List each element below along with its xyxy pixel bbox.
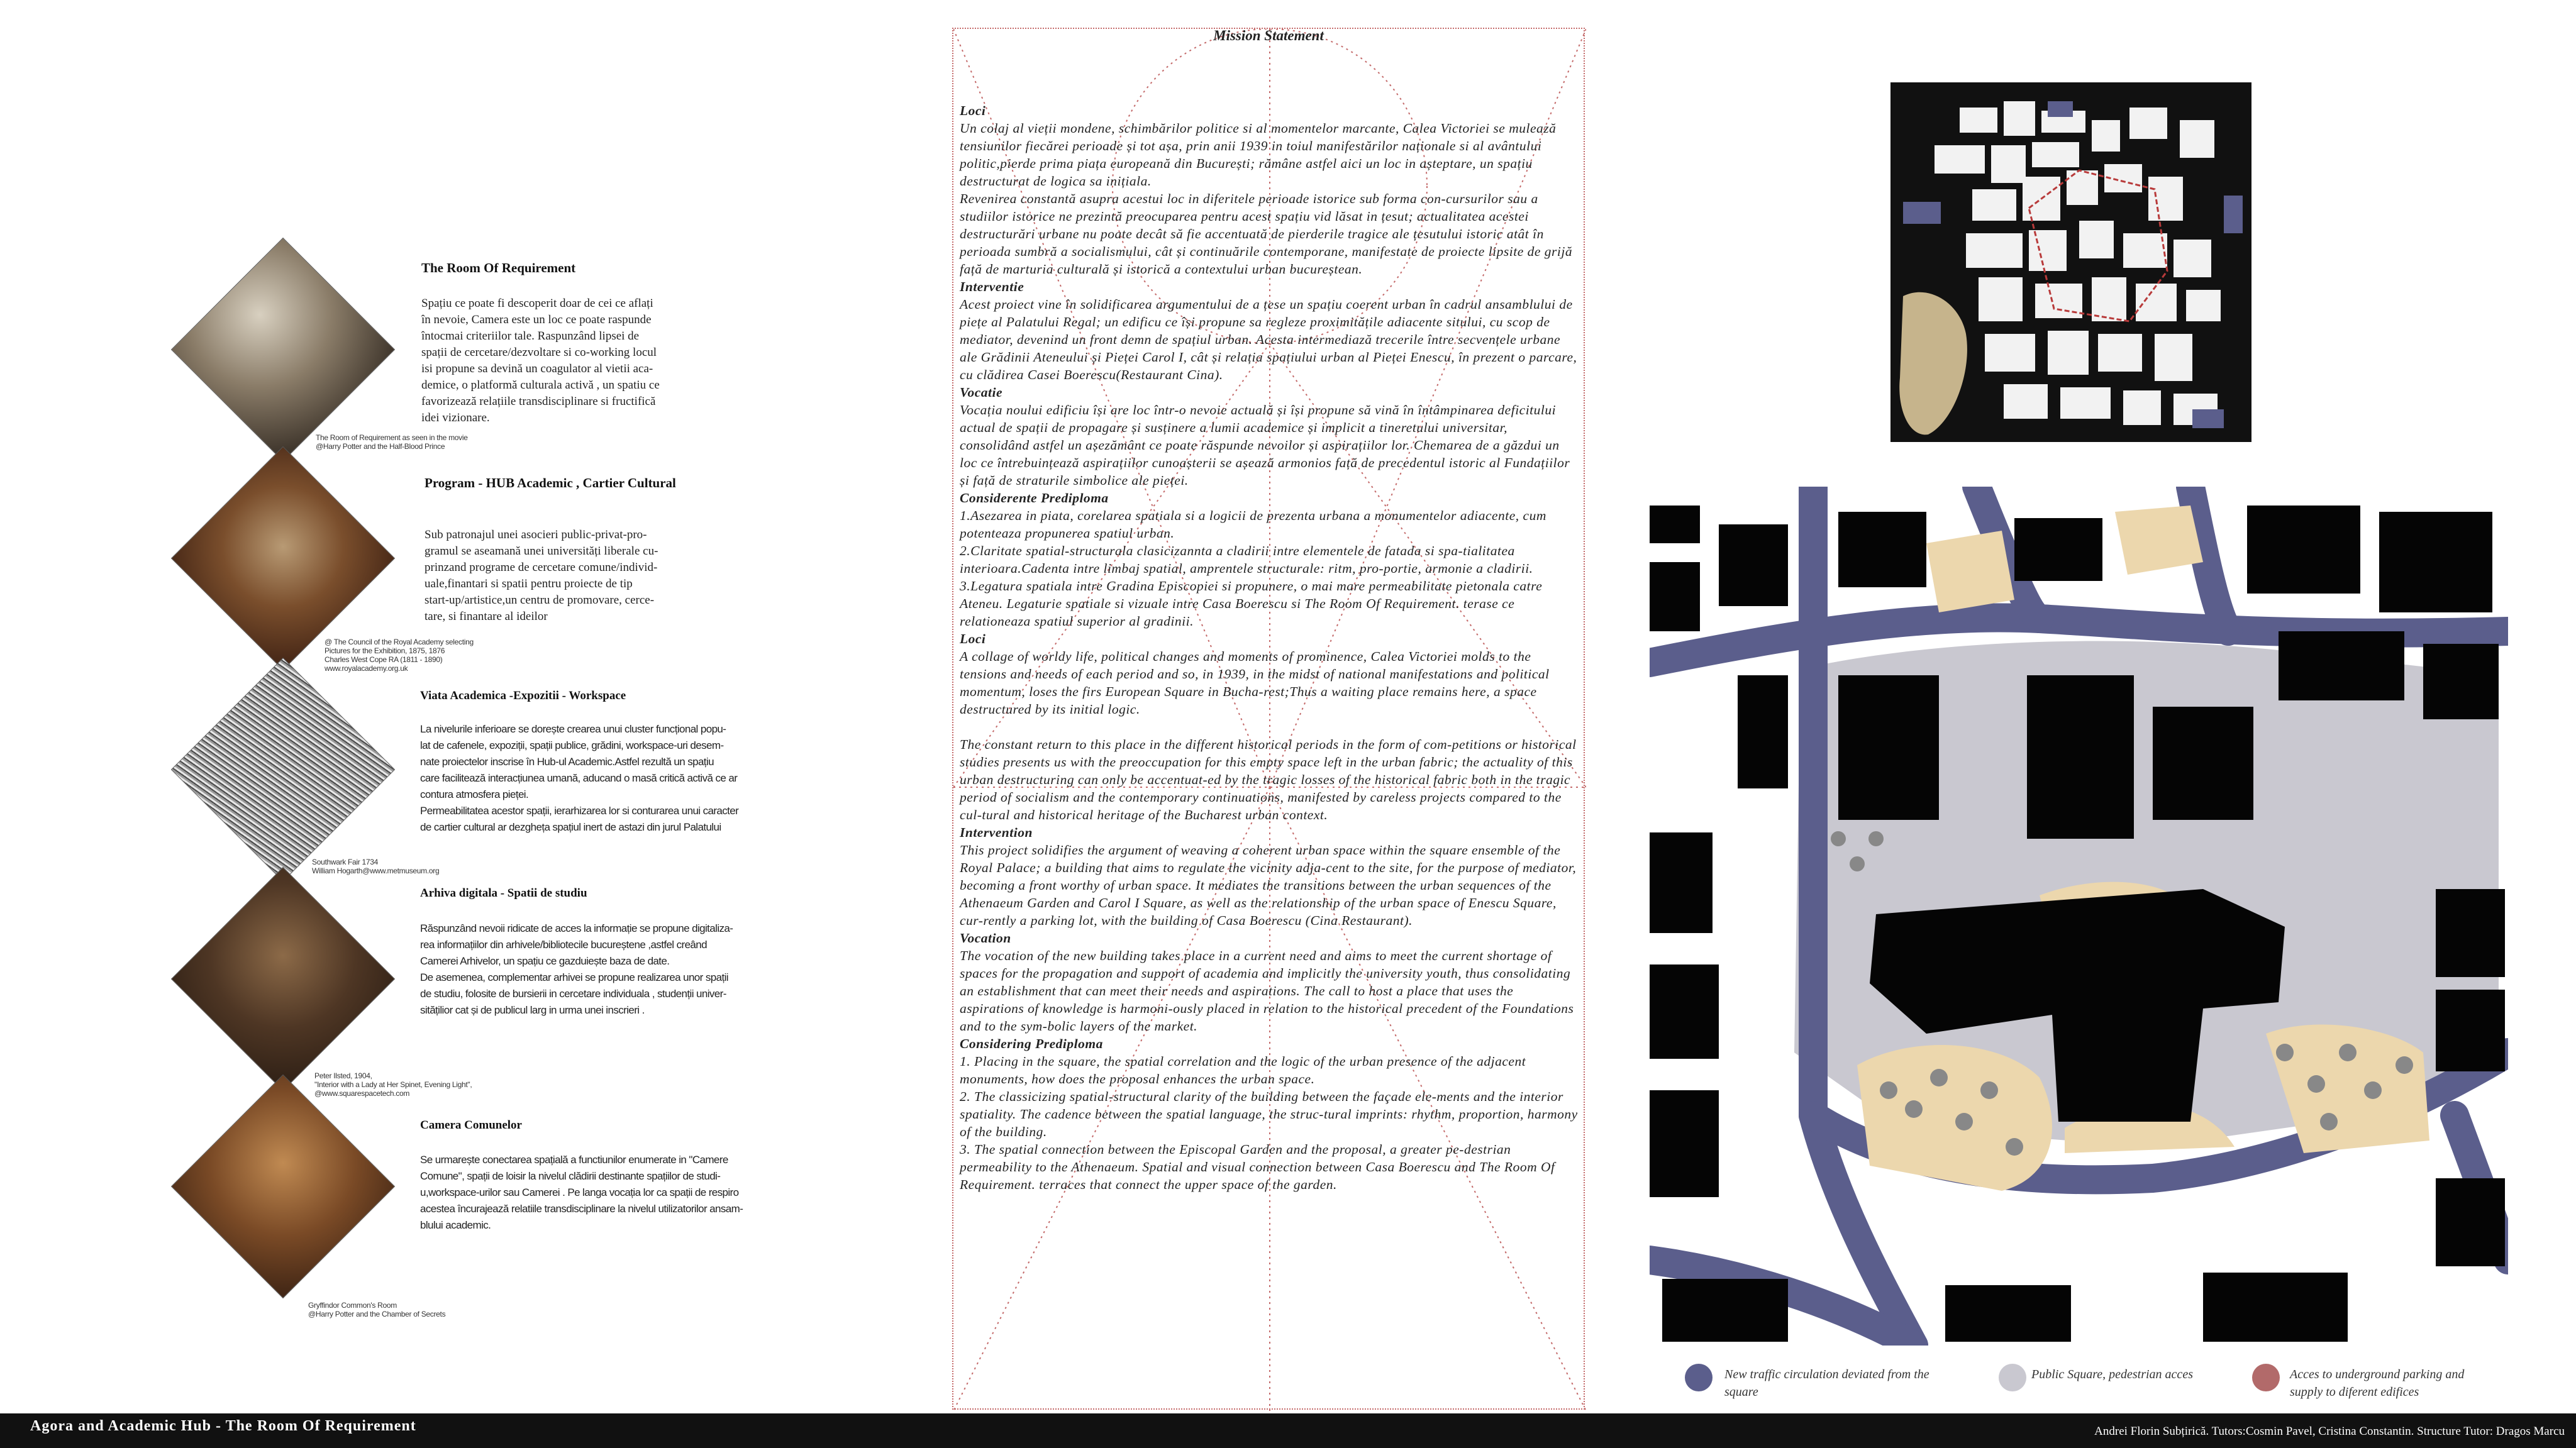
section-title: The Room Of Requirement — [421, 260, 576, 275]
mission-paragraph: A collage of worldy life, political changes and moments of prominence, Calea Victoriei molds to the tensions and needs of each period and so, in 1939, in the midst of national manifestations and political momentum, loses the firs European Square in Bucha-rest;Thus a waiting place remains here, a space destructured by its initial logic. The constant return to this place in the different historical periods in the form of com-petitions or historical studies presents us with the preoccupation for this empty space left in the urban fabric; the actuality of this urban destructuring can only be accentuat-ed by the tragic losses of the historical fabric both in the tragic period of socialism and the contemporary continuations, manifested by careless projects compared to the cul-tural and historical heritage of the Bucharest urban context. — [960, 649, 1577, 822]
mission-title: Mission Statement — [1213, 28, 1324, 43]
image-caption: Peter Ilsted, 1904, "Interior with a Lady at Her Spinet, Evening Light", @www.squarespacetech.com — [314, 1071, 472, 1098]
legend-swatch-traffic — [1685, 1364, 1713, 1391]
mission-paragraph: The vocation of the new building takes place in a current need and aims to meet the current shortage of spaces for the propagation and support of academia and implicitly the university youth, thus consolidating an establishment that can meet their needs and aspirations. The call to host a place that uses the aspirations of knowledge is harmoni-ously placed in relation to the historical precedent of the Foundations and to the sym-bolic layers of the market. — [960, 948, 1574, 1034]
section-body: La nivelurile inferioare se dorește crearea unui cluster funcțional popu- lat de cafenele, expoziții, spații publice, grădini, workspace-uri desem- nate proiectelor inscrise în Hub-ul Academic.Astfel rezultă un spațiu care facilitează interacțiunea umană, aducand o masă critică activă ce ar contura atmosfera pieței. Permeabilitatea acestor spații, ierarhizarea lor si conturarea unui caracter de cartier cultural ar dezgheța spațiul inert de astazi din jurul Palatului — [420, 723, 739, 833]
context-map — [1890, 82, 2251, 442]
legend-swatch-underground — [2252, 1364, 2280, 1391]
legend-label: New traffic circulation deviated from the square — [1724, 1368, 1929, 1399]
image-caption: Gryffindor Common's Room @Harry Potter and the Chamber of Secrets — [308, 1301, 446, 1318]
mission-paragraph: 1.Asezarea in piata, corelarea spatiala si a logicii de prezenta urbana a monumentelor adiacente, cum potenteaza propunerea spatiul urban. 2.Claritate spatial-structurala clasicizannta a cladirii intre elementele de fatada si spa-tialitatea interioara.Cadenta intre limbaj spatial, amprentele structurale: ritm, pro-portie, armonie a cladirii. 3.Legatura spatiala intre Gradina Episcopiei si propunere, o mai mare permeabilitate pietonala catre Ateneu. Legaturie spatiale si vizuale intre Casa Boerescu si The Room Of Requirement. terase ce relationeaza spatiul superior al gradinii. — [960, 508, 1546, 629]
image-caption: The Room of Requirement as seen in the movie @Harry Potter and the Half-Blood Prince — [316, 433, 468, 451]
mission-paragraph: Vocația noului edificiu își are loc într-o nevoie actuală și își propune să vină în întâmpinarea deficitului actual de spații de propagare și susținere a lumii academice și implicit a tineretului universitar, consolidând astfel un așezământ ce poate răspunde nevoilor și aspirațiilor lor. Chemarea de a găzdui un loc ce întrebuințează aspirațiilor cunoașterii se așează armonios față de precedentul istoric al Fundațiilor și față de straturile simbolice ale pieței. — [960, 402, 1570, 488]
mission-heading: Loci — [960, 631, 986, 646]
footer-title: Agora and Academic Hub - The Room Of Requirement — [30, 1418, 416, 1434]
section-title: Camera Comunelor — [420, 1119, 522, 1132]
image-southwark-fair — [171, 658, 395, 882]
legend-swatch-square — [1999, 1364, 2026, 1391]
legend-label: Acces to underground parking and supply to diferent edifices — [2290, 1368, 2465, 1399]
mission-heading: Loci — [960, 103, 986, 118]
image-caption: Southwark Fair 1734 William Hogarth@www.metmuseum.org — [312, 858, 440, 875]
mission-heading: Vocatie — [960, 385, 1002, 400]
legend-label: Public Square, pedestrian acces — [2031, 1368, 2193, 1381]
mission-paragraph: This project solidifies the argument of weaving a coherent urban space within the square ensemble of the Royal Palace; a building that aims to regulate the vicinity adja-cent to the site, for the purpose of mediator, becoming a front worthy of urban space. It mediates the transitions between the urban sequences of the Athenaeum Garden and Carol I Square, as well as the relationship of the urban space of Enescu Square, cur-rently a parking lot, with the building of Casa Boerescu (Cina Restaurant). — [960, 843, 1577, 928]
footer-credits: Andrei Florin Subțirică. Tutors:Cosmin Pavel, Cristina Constantin. Structure Tutor: Dragos Marcu — [2094, 1425, 2565, 1438]
image-room-of-requirement — [171, 238, 395, 461]
mission-heading: Considerente Prediploma — [960, 490, 1109, 506]
mission-paragraph: Acest proiect vine în solidificarea argumentului de a țese un spațiu coerent urban în cadrul ansamblului de piețe al Palatului Regal; un edificu ce își propune sa regleze proximitățile adiacente sitului, cu scop de mediator, devenind un front demn de spațiul urban. Acesta intermediază trecerile între secvențele urbane ale Grădinii Ateneului și Pieței Carol I, cât și relația spațiului urban al Pieței Enescu, în prezent o parcare, cu clădirea Casei Boerescu(Restaurant Cina). — [960, 297, 1577, 382]
mission-heading: Interventie — [960, 279, 1024, 294]
section-title: Program - HUB Academic , Cartier Cultural — [425, 475, 676, 490]
mission-paragraph: 1. Placing in the square, the spatial correlation and the logic of the urban presence of the adjacent monuments, how does the proposal enhances the urban space. 2. The classicizing spatial-structural clarity of the building between the façade ele-ments and the interior spatiality. The cadence between the spatial language, the struc-tural imprints: rhythm, proportion, harmony of the building. 3. The spatial connection between the Episcopal Garden and the proposal, a greater pe-destrian permeability to the Athenaeum. Spatial and visual connection between Casa Boerescu and The Room Of Requirement. terraces that connect the upper space of the garden. — [960, 1054, 1578, 1192]
image-caption: @ The Council of the Royal Academy selecting Pictures for the Exhibition, 1875, 1876 Charles West Cope RA (1811 - 1890) www.royalacademy.org.uk — [325, 638, 474, 673]
section-title: Arhiva digitala - Spatii de studiu — [420, 887, 587, 900]
section-body: Se urmarește conectarea spațială a functiunilor enumerate in "Camere Comune", spații de loisir la nivelul clădirii destinante spațiilor de studi- u,workspace-urilor sau Camerei . Pe langa vocația lor ca spații de respiro acestea încurajează relatiile transdisciplinare la nivelul utilizatorilor ansam- blului academic. — [420, 1154, 743, 1231]
section-body: Sub patronajul unei asocieri public-privat-pro- gramul se aseamană unei universități liberale cu- prinzand programe de cercetare comune/individ- uale,finantari si spatii pentru proiecte de tip start-up/artistice,un centru de promovare, cerce- tare, si finantare al ideilor — [425, 528, 658, 623]
section-title: Viata Academica -Expozitii - Workspace — [420, 689, 626, 702]
mission-heading: Considering Prediploma — [960, 1036, 1103, 1051]
section-body: Răspunzând nevoii ridicate de acces la informație se propune digitaliza- rea informațiilor din arhivele/bibliotecile bucureștene ,astfel creând Camerei Arhivelor, un spațiu ce gazduiește baza de date. De asemenea, complementar arhivei se propune realizarea unor spații de studiu, folosite de bursierii in cercetare individuala , studenții univer- sitățilior cat și de publicul larg in urma unei inscrieri . — [420, 922, 733, 1016]
image-common-room — [171, 1075, 395, 1298]
section-body: Spațiu ce poate fi descoperit doar de cei ce aflați în nevoie, Camera este un loc ce poate raspunde întocmai criteriilor tale. Raspunzând lipsei de spații de cercetare/dezvoltare si co-working locul isi propune sa devină un coagulator al vietii aca- demice, o platformă culturala activă , un spatiu ce favorizează relațiile transdisciplinare si fructifică idei vizionare. — [421, 297, 660, 424]
site-plan — [1650, 487, 2508, 1346]
mission-heading: Vocation — [960, 931, 1011, 946]
image-royal-academy — [171, 446, 395, 670]
mission-text — [960, 102, 1579, 1193]
image-interior-spinet — [171, 867, 395, 1091]
mission-heading: Intervention — [960, 825, 1033, 840]
mission-paragraph: Un colaj al vieții mondene, schimbărilor politice si al momentelor marcante, Calea Victoriei se mulează tensiunilor fiecărei perioade și tot așa, prin anii 1939 in toiul manifestărilor naționale si al avântului politic,pierde prima piața europeană din București; rămâne astfel aici un loc in așteptare, un spațiu destructurat de logica sa inițiala. Revenirea constantă asupra acestui loc in diferitele perioade istorice sub forma con-cursurilor sau a studiilor istorice ne prezintă preocuparea pentru acest spațiu vid lăsat in țesut; actualitatea acestei destructurări urbane nu poate decât să fie accentuată de pierderile tragice ale țesutului istoric atât în perioada sumbră a socialismului, cât și continuările contemporane, manifestate de proiecte lipsite de grijă față de marturia culturală și istorică a contextului urban bucureștean. — [960, 121, 1573, 277]
